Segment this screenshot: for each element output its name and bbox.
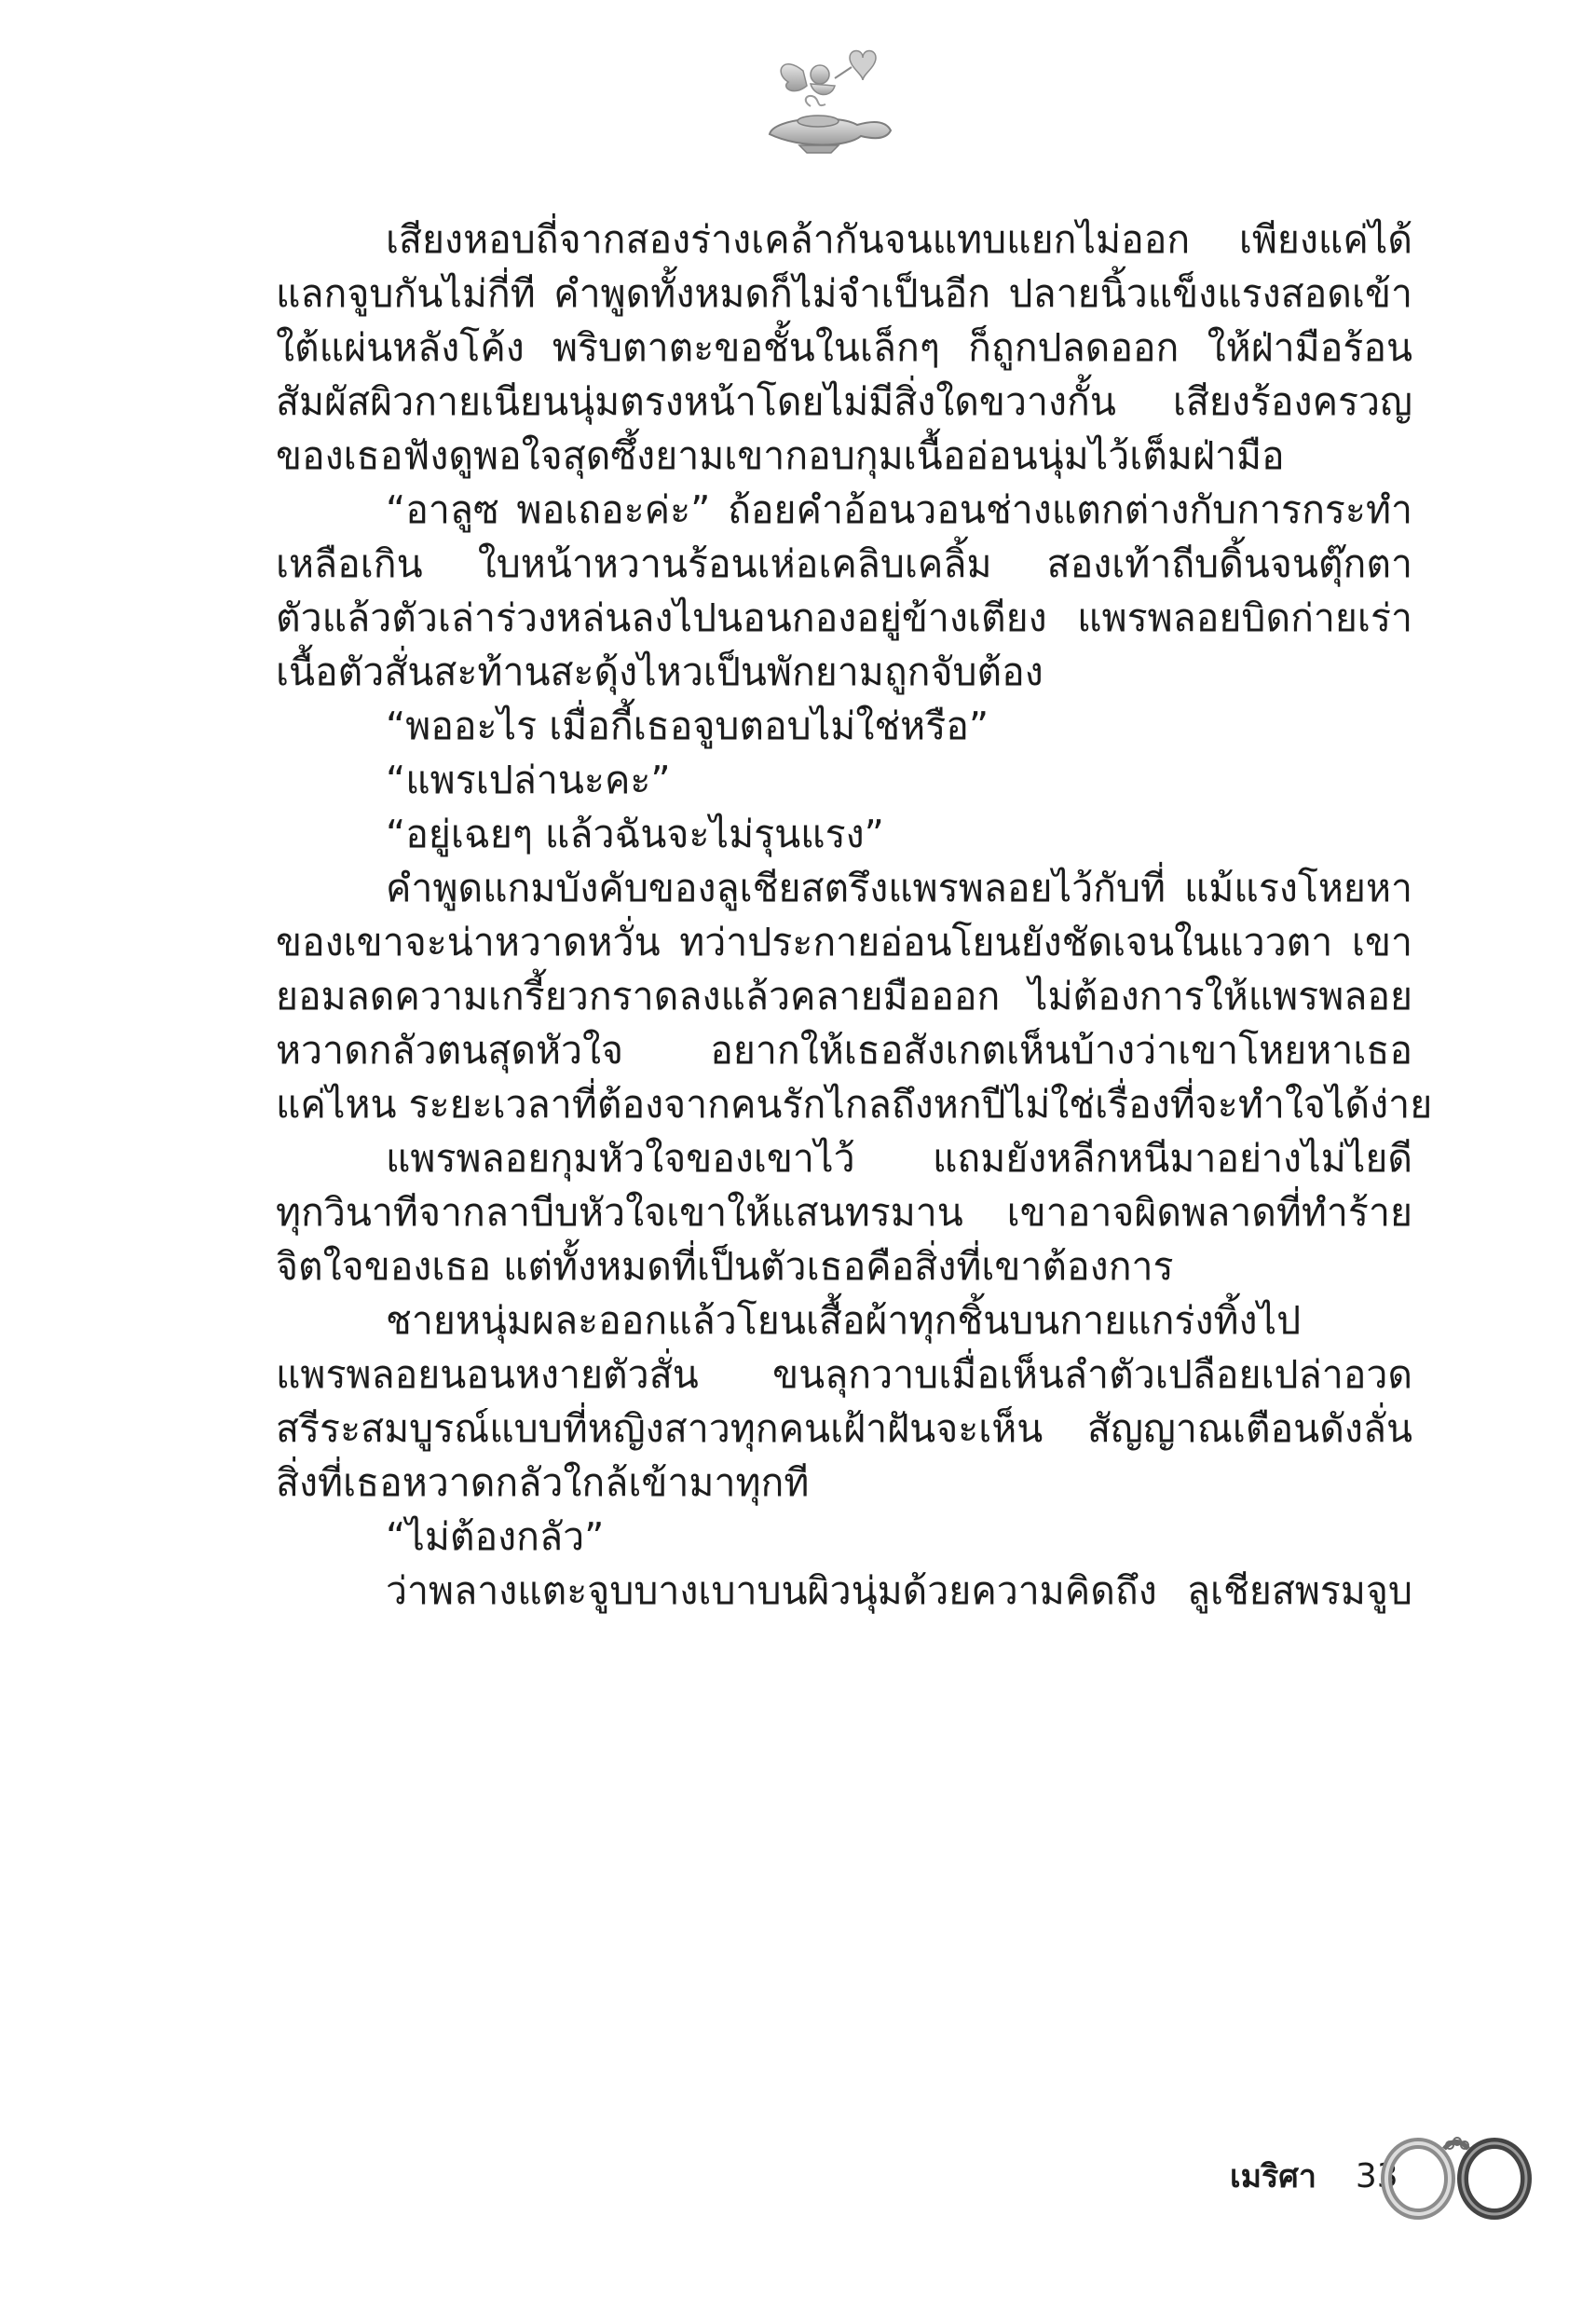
text-line: ตัวแล้วตัวเล่าร่วงหล่นลงไปนอนกองอยู่ข้างเตียง แพรพลอยบิดก่ายเร่า xyxy=(276,595,1412,640)
paragraph xyxy=(276,1131,1412,1293)
text-line: ชายหนุ่มผละออกแล้วโยนเสื้อผ้าทุกชิ้นบนกายแกร่งทิ้งไป xyxy=(386,1298,1302,1343)
paragraph xyxy=(276,212,1412,483)
text-line: ทุกวินาทีจากลาบีบหัวใจเขาให้แสนทรมาน เขาอาจผิดพลาดที่ทำร้าย xyxy=(276,1190,1412,1235)
text-line: สรีระสมบูรณ์แบบที่หญิงสาวทุกคนเฝ้าฝันจะเห็น สัญญาณเตือนดังลั่น xyxy=(276,1406,1412,1451)
dialogue-line: “อยู่เฉยๆ แล้วฉันจะไม่รุนแรง” xyxy=(386,812,884,856)
paragraph xyxy=(276,1510,1412,1564)
text-line: ยอมลดความเกรี้ยวกราดลงแล้วคลายมือออก ไม่ต้องการให้แพรพลอย xyxy=(276,974,1412,1019)
text-line: แพรพลอยกุมหัวใจของเขาไว้ แถมยังหลีกหนีมาอย่างไม่ไยดี xyxy=(386,1136,1412,1181)
dialogue-line: “ไม่ต้องกลัว” xyxy=(386,1514,605,1559)
paragraph xyxy=(276,807,1412,861)
paragraph xyxy=(276,699,1412,753)
paragraph xyxy=(276,1564,1412,1618)
paragraph xyxy=(276,1293,1412,1510)
paragraph xyxy=(276,753,1412,807)
dialogue-line: “พออะไร เมื่อกี้เธอจูบตอบไม่ใช่หรือ” xyxy=(386,704,989,748)
text-line: สิ่งที่เธอหวาดกลัวใกล้เข้ามาทุกที xyxy=(276,1460,810,1505)
text-line: คำพูดแกมบังคับของลูเชียสตรึงแพรพลอยไว้กับที่ แม้แรงโหยหา xyxy=(386,866,1412,910)
text-line: ใต้แผ่นหลังโค้ง พริบตาตะขอชั้นในเล็กๆ ก็ถูกปลดออก ให้ฝ่ามือร้อน xyxy=(276,325,1412,370)
text-line: เนื้อตัวสั่นสะท้านสะดุ้งไหวเป็นพักยามถูกจับต้อง xyxy=(276,650,1044,694)
page-footer xyxy=(1230,2151,1398,2201)
paragraph xyxy=(276,861,1433,1131)
text-line: หวาดกลัวตนสุดหัวใจ อยากให้เธอสังเกตเห็นบ้างว่าเขาโหยหาเธอ xyxy=(276,1028,1412,1073)
dialogue-line: “แพรเปล่านะคะ” xyxy=(386,758,671,802)
text-line: จิตใจของเธอ แต่ทั้งหมดที่เป็นตัวเธอคือสิ่งที่เขาต้องการ xyxy=(276,1244,1174,1289)
text-line: สัมผัสผิวกายเนียนนุ่มตรงหน้าโดยไม่มีสิ่งใดขวางกั้น เสียงร้องครวญ xyxy=(276,379,1412,424)
angel-lamp-icon xyxy=(745,45,904,157)
text-line: ของเธอฟังดูพอใจสุดซึ้งยามเขากอบกุมเนื้ออ่อนนุ่มไว้เต็มฝ่ามือ xyxy=(276,433,1285,478)
text-line: ว่าพลางแตะจูบบางเบาบนผิวนุ่มด้วยความคิดถึง ลูเชียสพรมจูบ xyxy=(386,1568,1412,1613)
handcuffs-icon xyxy=(1379,2123,1537,2225)
page-number: 33 xyxy=(1355,2157,1398,2195)
text-line: เหลือเกิน ใบหน้าหวานร้อนเห่อเคลิบเคลิ้ม สองเท้าถีบดิ้นจนตุ๊กตา xyxy=(276,541,1412,586)
text-line: แค่ไหน ระยะเวลาที่ต้องจากคนรักไกลถึงหกปีไม่ใช่เรื่องที่จะทำใจได้ง่าย xyxy=(276,1082,1433,1127)
body-text xyxy=(276,212,1433,1618)
text-line: แลกจูบกันไม่กี่ที คำพูดทั้งหมดก็ไม่จำเป็นอีก ปลายนิ้วแข็งแรงสอดเข้า xyxy=(276,271,1412,316)
text-line: เสียงหอบถี่จากสองร่างเคล้ากันจนแทบแยกไม่ออก เพียงแค่ได้ xyxy=(386,217,1412,262)
text-line: ของเขาจะน่าหวาดหวั่น ทว่าประกายอ่อนโยนยังชัดเจนในแววตา เขา xyxy=(276,920,1412,964)
paragraph xyxy=(276,483,1412,699)
text-line: “อาลูซ พอเถอะค่ะ” ถ้อยคำอ้อนวอนช่างแตกต่างกับการกระทำ xyxy=(386,487,1412,532)
text-line: แพรพลอยนอนหงายตัวสั่น ขนลุกวาบเมื่อเห็นลำตัวเปลือยเปล่าอวด xyxy=(276,1352,1412,1397)
book-title: เมริศา xyxy=(1230,2158,1316,2195)
